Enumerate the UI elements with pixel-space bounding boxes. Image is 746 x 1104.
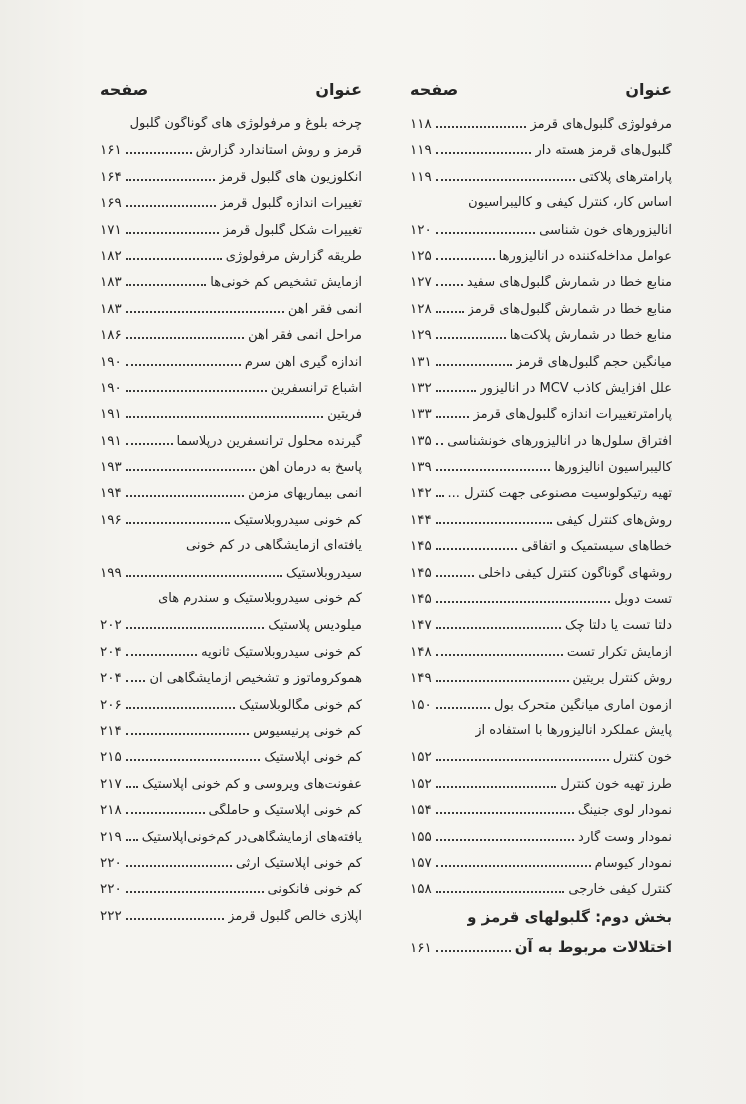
entry-page-number: ۱۶۴ xyxy=(100,168,122,185)
dot-leader xyxy=(436,891,565,893)
dot-leader xyxy=(436,364,512,366)
entry-page-number: ۱۹۶ xyxy=(100,511,122,528)
entry-title: سیدروبلاستیک xyxy=(286,565,362,581)
entry-title: آزمایش تکرار تست xyxy=(566,644,672,660)
entry-page-number: ۱۲۷ xyxy=(410,274,432,291)
entry-title: تست دوبل xyxy=(614,592,672,608)
toc-entry xyxy=(410,169,672,195)
dot-leader xyxy=(126,891,264,893)
toc-entry xyxy=(410,855,672,881)
toc-entry xyxy=(100,512,362,538)
entry-title: اندازه گیری آهن سرم xyxy=(244,354,362,370)
entry-title: مرفولوژی گلبول‌های قرمز xyxy=(530,117,672,132)
entry-title: کم خونی سیدروبلاستیک و سندرم های xyxy=(158,591,362,607)
entry-page-number: ۱۹۱ xyxy=(100,406,122,423)
toc-entry xyxy=(410,670,672,696)
dot-leader xyxy=(126,812,205,814)
dot-leader xyxy=(126,707,235,709)
dot-leader xyxy=(126,152,192,154)
dot-leader xyxy=(126,311,284,313)
toc-entry xyxy=(100,644,362,670)
entry-title: تغییرات اندازه گلبول قرمز xyxy=(219,196,362,212)
dot-leader xyxy=(126,443,173,445)
toc-entry xyxy=(100,274,362,300)
header-page: صفحه xyxy=(100,80,149,99)
dot-leader xyxy=(436,839,574,841)
dot-leader xyxy=(126,575,282,577)
dot-leader xyxy=(436,495,444,497)
toc-entry xyxy=(410,644,672,670)
entry-title: کم خونی فانکونی xyxy=(267,882,362,898)
dot-leader xyxy=(436,390,477,392)
toc-entry xyxy=(100,908,362,934)
column-header xyxy=(410,80,672,110)
entry-page-number: ۱۸۶ xyxy=(100,327,122,344)
toc-entry xyxy=(100,855,362,881)
toc-entry xyxy=(410,195,672,221)
entry-page-number: ۱۶۱ xyxy=(100,142,122,159)
entry-page-number: ۱۴۵ xyxy=(410,564,432,581)
dot-leader xyxy=(436,680,569,682)
entry-page-number: ۱۵۲ xyxy=(410,775,432,792)
entry-page-number: ۱۴۸ xyxy=(410,643,432,660)
toc-entry xyxy=(410,485,672,511)
dot-leader xyxy=(126,232,219,234)
toc-entry xyxy=(410,274,672,300)
entry-title: اختلالات مربوط به آن xyxy=(514,937,672,956)
entry-title: هموکروماتوز و تشخیص آزمایشگاهی آن xyxy=(149,671,362,687)
dot-leader xyxy=(126,495,244,497)
dot-leader xyxy=(126,786,138,788)
toc-entry xyxy=(410,776,672,802)
toc-entry xyxy=(410,142,672,168)
toc-entry xyxy=(100,406,362,432)
entry-title: کم خونی مگالوبلاستیک xyxy=(239,697,362,713)
entry-page-number: ۲۱۸ xyxy=(100,802,122,819)
dot-leader xyxy=(436,865,591,867)
toc-entry xyxy=(100,538,362,564)
entry-title: عفونت‌های ویروسی و کم خونی آپلاستیک xyxy=(142,776,362,792)
dot-leader xyxy=(126,918,224,920)
entry-title: آنالیزورهای خون شناسی xyxy=(539,222,672,238)
toc-entry xyxy=(410,617,672,643)
toc-entry xyxy=(410,802,672,828)
entry-title: گیرنده محلول ترانسفرین درپلاسما xyxy=(176,433,362,449)
toc-entry xyxy=(100,380,362,406)
dot-leader xyxy=(126,680,146,682)
entry-page-number: ۲۱۹ xyxy=(100,828,122,845)
dot-leader xyxy=(436,812,574,814)
dot-leader xyxy=(436,126,527,128)
toc-column-left xyxy=(100,80,362,934)
entry-page-number: ۲۱۷ xyxy=(100,775,122,792)
entry-page-number: ۱۴۲ xyxy=(410,485,432,502)
entry-page-number: ۱۷۱ xyxy=(100,221,122,238)
entry-page-number: ۱۵۰ xyxy=(410,696,432,713)
dot-leader xyxy=(126,179,215,181)
toc-entry xyxy=(410,908,672,938)
entry-page-number: ۱۲۰ xyxy=(410,221,432,238)
entry-page-number: ۱۹۰ xyxy=(100,379,122,396)
entry-title: کم خونی سیدروبلاستیک ثانویه xyxy=(201,644,362,660)
dot-leader xyxy=(436,284,463,286)
entry-title: یافته‌ای آزمایشگاهی در کم خونی xyxy=(186,538,362,554)
entry-page-number: ۱۲۵ xyxy=(410,247,432,264)
header-title: عنوان xyxy=(315,80,362,99)
toc-entry xyxy=(410,538,672,564)
entry-page-number: ۱۵۲ xyxy=(410,749,432,766)
entry-title: تغییرات شکل گلبول قرمز xyxy=(222,222,362,238)
dot-leader xyxy=(436,152,532,154)
toc-entry xyxy=(100,802,362,828)
entry-title: مراحل آنمی فقر آهن xyxy=(248,328,362,344)
dot-leader xyxy=(436,522,552,524)
dot-leader xyxy=(436,469,551,471)
entry-title: منابع خطا در شمارش گلبول‌های سفید xyxy=(466,275,672,291)
entry-title: پارامترهای پلاکتی xyxy=(579,169,672,185)
toc-entry xyxy=(100,829,362,855)
toc-entry xyxy=(100,222,362,248)
dot-leader xyxy=(436,786,557,788)
toc-entry xyxy=(100,617,362,643)
entry-title: عوامل مداخله‌کننده در آنالیزورها xyxy=(498,248,672,264)
toc-entry xyxy=(100,670,362,696)
toc-entry xyxy=(410,459,672,485)
toc-column-right xyxy=(410,80,672,968)
entry-title: نمودار وست گارد xyxy=(578,829,672,845)
entry-page-number: ۱۳۵ xyxy=(410,432,432,449)
entry-title: یافته‌های آزمایشگاهی‌در کم‌خونی‌آپلاستیک xyxy=(141,829,362,845)
entry-title: اساس کار، کنترل کیفی و کالیبراسیون xyxy=(468,195,672,211)
entry-title: طریقه گزارش مرفولوژی xyxy=(225,248,362,264)
entry-page-number: ۱۹۱ xyxy=(100,432,122,449)
entry-title: نمودار کیوسام xyxy=(594,855,672,871)
entry-title: کم خونی آپلاستیک xyxy=(264,750,362,766)
toc-entry xyxy=(100,697,362,723)
column-header xyxy=(100,80,362,110)
entry-page-number: ۱۵۸ xyxy=(410,881,432,898)
dot-leader xyxy=(126,759,261,761)
entry-title: پاسخ به درمان آهن xyxy=(259,460,362,476)
dot-leader xyxy=(126,865,232,867)
entry-page-number: ۱۹۹ xyxy=(100,564,122,581)
entry-page-number: ۲۱۵ xyxy=(100,749,122,766)
toc-entry xyxy=(100,881,362,907)
entry-page-number: ۱۴۵ xyxy=(410,591,432,608)
header-title: عنوان xyxy=(625,80,672,99)
entry-title: علل افزایش کاذب MCV در آنالیزور xyxy=(480,380,672,396)
toc-entry xyxy=(100,142,362,168)
entry-title: گلبول‌های قرمز هسته دار xyxy=(535,143,672,159)
toc-entry xyxy=(410,380,672,406)
entry-page-number: ۲۰۴ xyxy=(100,643,122,660)
dot-leader xyxy=(126,337,244,339)
toc-entry xyxy=(100,723,362,749)
dot-leader xyxy=(126,416,323,418)
entry-title: اشباع ترانسفرین xyxy=(270,380,362,396)
entry-title: آزمایش تشخیص کم خونی‌ها xyxy=(210,275,362,291)
entry-title: میلودیس پلاستیک xyxy=(268,618,362,634)
entry-page-number: ۱۳۹ xyxy=(410,459,432,476)
entry-page-number: ۱۸۳ xyxy=(100,300,122,317)
entry-page-number: ۱۳۳ xyxy=(410,406,432,423)
entry-title: چرخه بلوغ و مرفولوژی های گوناگون گلبول xyxy=(129,116,362,131)
toc-entry xyxy=(100,485,362,511)
entry-page-number: ۱۵۴ xyxy=(410,802,432,819)
entry-page-number: ۱۳۲ xyxy=(410,379,432,396)
toc-entry xyxy=(410,512,672,538)
dot-leader xyxy=(436,759,609,761)
toc-entry xyxy=(100,591,362,617)
entry-title: آنمی فقر آهن xyxy=(287,301,362,317)
toc-entry xyxy=(100,169,362,195)
entry-title: کم خونی آپلاستیک و حاملگی xyxy=(208,803,362,819)
dot-leader xyxy=(436,575,474,577)
toc-entry xyxy=(410,881,672,907)
toc-entry xyxy=(100,459,362,485)
entry-title: کم خونی آپلاستیک ارثی xyxy=(235,855,362,871)
entry-title: کم خونی سیدروبلاستیک xyxy=(233,512,362,528)
dot-leader xyxy=(436,627,561,629)
entry-page-number: ۱۴۵ xyxy=(410,538,432,555)
entry-page-number: ۱۲۹ xyxy=(410,327,432,344)
toc-entry xyxy=(410,406,672,432)
dot-leader xyxy=(126,205,216,207)
entry-page-number: ۲۰۶ xyxy=(100,696,122,713)
entry-page-number: ۱۱۸ xyxy=(410,116,432,132)
entry-page-number: ۲۱۴ xyxy=(100,722,122,739)
entry-title: خون کنترل xyxy=(612,750,672,766)
entry-title: دلتا تست یا دلتا چک xyxy=(564,618,672,634)
entry-page-number: ۱۴۷ xyxy=(410,617,432,634)
entry-page-number: ۱۴۹ xyxy=(410,670,432,687)
toc-entry xyxy=(410,938,672,968)
toc-entry xyxy=(410,565,672,591)
entry-page-number: ۲۲۰ xyxy=(100,854,122,871)
dot-leader xyxy=(436,707,490,709)
entry-title: آپلازی خالص گلبول قرمز xyxy=(228,908,362,924)
entry-page-number: ۱۵۵ xyxy=(410,828,432,845)
entry-title: روشهای گوناگون کنترل کیفی داخلی xyxy=(478,565,672,581)
entry-page-number: ۲۰۲ xyxy=(100,617,122,634)
entry-title: پارامترتغییرات اندازه گلبول‌های قرمز xyxy=(473,407,672,423)
toc-entry xyxy=(100,749,362,775)
dot-leader xyxy=(436,337,506,339)
dot-leader xyxy=(436,601,611,603)
dot-leader xyxy=(126,654,197,656)
entry-title: تهیه رتیکولوسیت مصنوعی جهت کنترل ... xyxy=(447,486,672,502)
entry-title: نمودار لوی جنینگ xyxy=(577,803,672,819)
entry-title: فریتین xyxy=(327,407,362,423)
toc-entry xyxy=(410,301,672,327)
dot-leader xyxy=(126,627,264,629)
toc-entry xyxy=(410,116,672,142)
dot-leader xyxy=(436,232,535,234)
entry-title: آزمون آماری میانگین متحرک بول xyxy=(494,697,672,713)
toc-entry xyxy=(410,248,672,274)
toc-entry xyxy=(100,327,362,353)
entry-page-number: ۲۲۰ xyxy=(100,881,122,898)
entry-title: کم خونی پرنیسیوس xyxy=(253,723,362,739)
entry-page-number: ۱۳۱ xyxy=(410,353,432,370)
dot-leader xyxy=(436,548,518,550)
toc-entries xyxy=(410,116,672,968)
entry-page-number: ۱۱۹ xyxy=(410,142,432,159)
entry-title: میانگین حجم گلبول‌های قرمز xyxy=(515,354,672,370)
entry-page-number: ۲۲۲ xyxy=(100,907,122,924)
entry-title: طرز تهیه خون کنترل xyxy=(560,776,672,792)
entry-title: آنمی بیماریهای مزمن xyxy=(248,486,362,502)
toc-entry xyxy=(100,195,362,221)
entry-page-number: ۱۹۴ xyxy=(100,485,122,502)
dot-leader xyxy=(436,950,511,952)
entry-page-number: ۱۹۳ xyxy=(100,459,122,476)
dot-leader xyxy=(436,416,470,418)
entry-page-number: ۱۶۱ xyxy=(410,939,432,956)
entry-page-number: ۱۴۴ xyxy=(410,511,432,528)
dot-leader xyxy=(436,443,443,445)
toc-entry xyxy=(410,697,672,723)
dot-leader xyxy=(126,522,230,524)
entry-page-number: ۱۲۸ xyxy=(410,300,432,317)
dot-leader xyxy=(436,258,495,260)
dot-leader xyxy=(126,258,222,260)
toc-entry xyxy=(100,116,362,142)
dot-leader xyxy=(436,654,563,656)
toc-entry xyxy=(410,433,672,459)
entry-title: خطاهای سیستمیک و اتفاقی xyxy=(521,539,672,555)
toc-entry xyxy=(410,723,672,749)
entry-page-number: ۲۰۴ xyxy=(100,670,122,687)
toc-entry xyxy=(100,565,362,591)
entry-title: پایش عملکرد آنالیزورها با استفاده از xyxy=(475,722,672,738)
dot-leader xyxy=(436,179,575,181)
entry-title: کنترل کیفی خارجی xyxy=(568,882,672,898)
dot-leader xyxy=(126,733,249,735)
entry-page-number: ۱۸۳ xyxy=(100,274,122,291)
header-page: صفحه xyxy=(410,80,459,99)
entry-title: بخش دوم: گلبولهای قرمز و xyxy=(467,907,672,926)
toc-entry xyxy=(100,776,362,802)
toc-entry xyxy=(410,327,672,353)
toc-entry xyxy=(410,749,672,775)
dot-leader xyxy=(126,390,267,392)
toc-entry xyxy=(410,591,672,617)
toc-entry xyxy=(100,248,362,274)
toc-entry xyxy=(100,433,362,459)
entry-title: افتراق سلول‌ها در آنالیزورهای خونشناسی xyxy=(447,433,672,449)
dot-leader xyxy=(126,284,207,286)
toc-entry xyxy=(100,301,362,327)
entry-title: روش کنترل بریتین xyxy=(572,671,672,687)
entry-title: قرمز و روش استاندارد گزارش xyxy=(195,143,362,159)
dot-leader xyxy=(126,469,255,471)
entry-page-number: ۱۹۰ xyxy=(100,353,122,370)
toc-entry xyxy=(410,354,672,380)
toc-entries xyxy=(100,116,362,934)
toc-entry xyxy=(100,354,362,380)
dot-leader xyxy=(126,839,138,841)
entry-title: کالیبراسیون آنالیزورها xyxy=(554,460,672,476)
dot-leader xyxy=(126,364,241,366)
entry-title: روش‌های کنترل کیفی xyxy=(556,512,672,528)
entry-title: منابع خطا در شمارش پلاکت‌ها xyxy=(509,328,672,344)
entry-title: منابع خطا در شمارش گلبول‌های قرمز xyxy=(467,301,672,317)
toc-entry xyxy=(410,222,672,248)
entry-page-number: ۱۱۹ xyxy=(410,168,432,185)
entry-page-number: ۱۶۹ xyxy=(100,195,122,212)
entry-page-number: ۱۸۲ xyxy=(100,247,122,264)
entry-title: انکلوزیون های گلبول قرمز xyxy=(218,169,362,185)
entry-page-number: ۱۵۷ xyxy=(410,854,432,871)
dot-leader xyxy=(436,311,464,313)
toc-entry xyxy=(410,829,672,855)
